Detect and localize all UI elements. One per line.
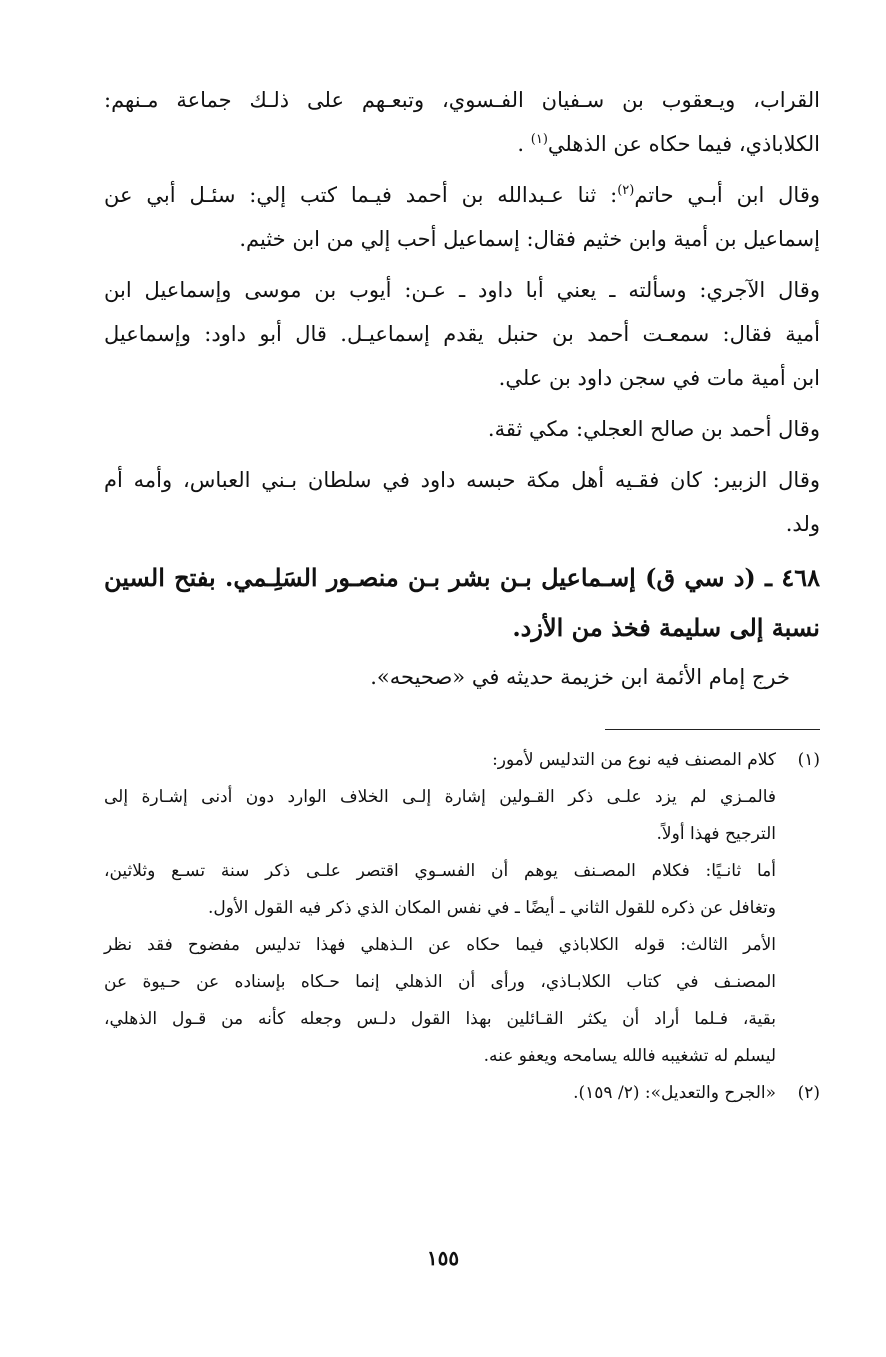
text-line: وقال أحمد بن صالح العجلي: مكي ثقة. — [487, 417, 820, 441]
entry-line: نسبة إلى سليمة فخذ من الأزد. — [512, 613, 820, 642]
text-line — [104, 122, 820, 166]
footnote-body — [104, 779, 776, 1075]
text-line: بقية، فـلما أراد أن يكثر القـائلين بهذا القول دلـس وجعله كأنه من قـول الذهلي، — [104, 1009, 776, 1029]
footnote-ref-1[interactable]: (١) — [530, 132, 548, 147]
text-line: الترجيح فهذا أولاً. — [656, 824, 776, 844]
text-span: وقال ابن أبـي حاتم — [634, 183, 820, 207]
text-line: الأمر الثالث: قوله الكلاباذي فيما حكاه عن الـذهلي فهذا تدليس مفضوح فقد نظر — [104, 935, 776, 955]
footnote-2 — [104, 1075, 820, 1112]
footnote-number: (١) — [797, 750, 820, 770]
text-line: وتغافل عن ذكره للقول الثاني ـ أيضًا ـ في نفس المكان الذي ذكر فيه القول الأول. — [207, 898, 776, 918]
paragraph-2 — [104, 173, 820, 261]
text-line: وقال الآجري: وسألته ـ يعني أبا داود ـ عـن: أيوب بن موسى وإسماعيل ابن — [104, 278, 820, 302]
text-line: أما ثانـيًا: فكلام المصـنف يوهم أن الفسـوي اقتصر علـى ذكر سنة تسـع وثلاثين، — [104, 861, 776, 881]
footnotes — [104, 742, 820, 1112]
footnote-number: (٢) — [797, 1083, 820, 1103]
text-span: : ثنا عـبدالله بن أحمد فيـما كتب إلي: سئـل أبي عن — [104, 183, 618, 207]
footnote-1-cont — [104, 779, 820, 1075]
text-line: إسماعيل بن أمية وابن خثيم فقال: إسماعيل أحب إلي من ابن خثيم. — [239, 227, 820, 251]
footnote-ref-2[interactable]: (٢) — [617, 183, 635, 198]
entry-note: خرج إمام الأئمة ابن خزيمة حديثه في «صحيحه». — [370, 665, 790, 689]
text-span: . — [517, 132, 531, 156]
text-line: المصنـف في كتاب الكلابـاذي، ورأى أن الذهلي إنما حـكاه بإسناده عن حـيوة عن — [104, 972, 776, 992]
text-line: القراب، ويـعقوب بن سـفيان الفـسوي، وتبعـهم على ذلـك جماعة مـنهم: — [104, 88, 820, 112]
entry-heading — [104, 553, 820, 653]
page-content — [104, 78, 820, 1112]
paragraph-3 — [104, 268, 820, 400]
paragraph-4 — [104, 407, 820, 451]
footnote-body — [104, 742, 776, 779]
text-line: ولد. — [785, 512, 820, 536]
text-line — [104, 173, 820, 217]
paragraph-5 — [104, 458, 820, 546]
footnote-1 — [104, 742, 820, 779]
text-line: ابن أمية مات في سجن داود بن علي. — [498, 366, 820, 390]
text-line: «الجرح والتعديل»: (٢/ ١٥٩). — [573, 1083, 776, 1103]
text-line: وقال الزبير: كان فقـيه أهل مكة حبسه داود في سلطان بـني العباس، وأمه أم — [104, 468, 820, 492]
text-span: الكلاباذي، فيما حكاه عن الذهلي — [547, 132, 820, 156]
footnote-body — [104, 1075, 776, 1112]
text-line: كلام المصنف فيه نوع من التدليس لأمور: — [492, 750, 776, 770]
footnote-separator — [605, 729, 820, 730]
text-line: فالمـزي لم يزد علـى ذكر القـولين إشارة إلـى الخلاف الوارد دون أدنى إشـارة إلى — [104, 787, 776, 807]
text-line: أمية فقال: سمعـت أحمد بن حنبل يقدم إسماعيـل. قال أبو داود: وإسماعيل — [104, 322, 820, 346]
entry-line: ٤٦٨ ـ (د سي ق) إسـماعيل بـن بشر بـن منصـور السَلِـمي. بفتح السين — [104, 563, 820, 592]
paragraph-1 — [104, 78, 820, 166]
text-line: ليسلم له تشغيبه فالله يسامحه ويعفو عنه. — [483, 1046, 776, 1066]
page-number: ١٥٥ — [426, 1246, 460, 1270]
